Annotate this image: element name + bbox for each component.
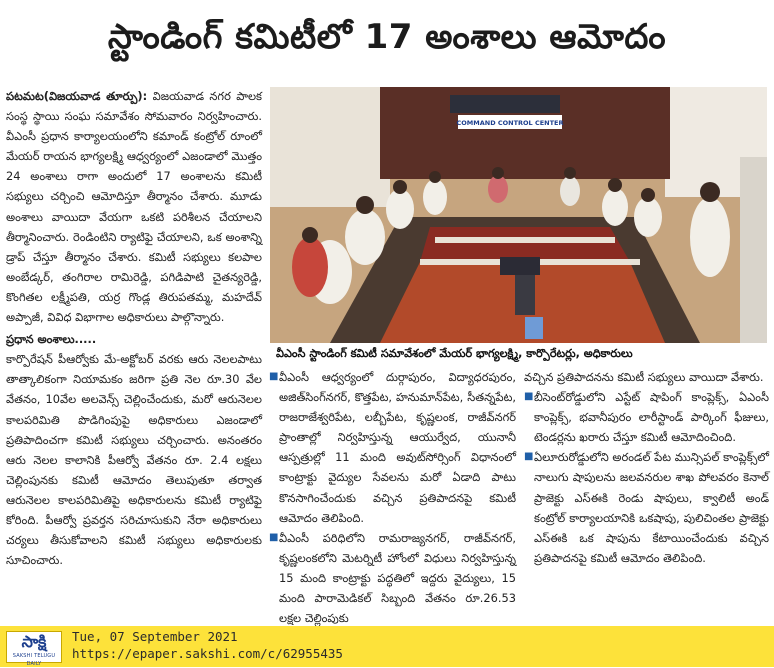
middle-column	[269, 367, 516, 628]
bullet-square-icon: ■	[524, 451, 534, 463]
meeting-photo	[270, 87, 767, 343]
photo-banner-text: COMMAND CONTROL CENTER	[456, 119, 564, 127]
bullet-text: వీఎంసీ పరిధిలోని రామరాజ్యనగర్, రాజీవ్‌నగర్, కృష్ణలంకలోని మెటర్నిటీ హోంలో విధులు నిర్వహిస్తున్న 15 మంది కాంట్రాక్టు పద్ధతిలో ఇద్దరు వైద్యులు, 15 మంది పారామెడికల్ సిబ్బంది వేతనం రూ.26.53 లక్షల చెల్లింపుకు	[279, 530, 516, 626]
bullet-square-icon: ■	[269, 371, 279, 382]
left-para-2: కార్పొరేషన్ పీఆర్వోకు మే-అక్టోబర్ వరకు ఆరు నెలలపాటు తాత్కాలికంగా నియామకం జరిగా ప్రతి నెల రూ.30 వేల వేతనం, 10వేల అలవెన్స్ చెల్లించేందుకు, మరో ఆరునెలల కాలపరిమితి పొడిగింపుపై అధికారులు ఎజండాలో ప్రతిపాదించగా కమిటీ సభ్యులు చర్చించారు. అనంతరం ఆరు నెలల కాలానికి పీఆర్వో వేతనం రూ. 2.4 లక్షలు చెల్లింపునకు కమిటీ ఆమోదం తెలుపుతూ తర్వాత ఆరునెలల కాలపరిమితిపై అధికారులను కమిటీ ర్యాటిఫై కోరింది. పీఆర్వో ప్రవర్తన సరిచూసుకుని నేరా అధికారులు చర్యలు తీసుకోవాలని కమిటీ సభ్యులు అధికారులకు సూచించారు.	[6, 352, 262, 568]
logo-wordmark: సాక్షి	[21, 632, 47, 651]
left-para-1	[6, 86, 262, 327]
right-column	[524, 367, 769, 568]
footer-bar	[0, 626, 774, 667]
bullet-item	[269, 367, 516, 528]
right-lead: వచ్చిన ప్రతిపాదనను కమిటీ సభ్యులు వాయిదా వేశారు.	[524, 370, 764, 384]
bullet-text: బీసెంట్‌రోడ్డులోని ఎస్టేట్ షాపింగ్ కాంప్లెక్స్, ఏఎంసీ కాంప్లెక్స్, భవానీపురం లారీస్టాండ్ పార్కింగ్ ఫీజులు, టెండర్లను ఖరారు చేస్తూ కమిటీ ఆమోదించింది.	[534, 390, 769, 445]
logo-subtitle: SAKSHI TELUGU DAILY	[12, 653, 56, 667]
bullet-item	[269, 528, 516, 628]
meeting-photo-illustration	[270, 87, 767, 343]
publish-date: Tue, 07 September 2021	[72, 629, 238, 644]
bullet-text: ఏలూరురోడ్డులోని అరండల్ పేట మున్సిపల్ కాంప్లెక్స్‌లో నాలుగు షాపులను జలవనరుల శాఖ పోలవరం కెనాల్ ప్రాజెక్టు ఎస్ఈకి రెండు షాపులు, క్వాలిటీ అండ్ కంట్రోల్ కార్యాలయానికి ఒకషాపు, పులిచింతల ప్రాజెక్టు ఎస్ఈకి ఒక షాపును కేటాయించేందుకు వచ్చిన ప్రతిపాదనపై కమిటీ ఆమోదం తెలిపింది.	[534, 450, 769, 565]
left-column	[6, 86, 262, 570]
sakshi-logo[interactable]	[6, 631, 62, 667]
bullet-square-icon: ■	[524, 391, 534, 403]
left-para-1-text: విజయవాడ నగర పాలక సంస్థ స్థాయి సంఘ సమావేశం సోమవారం నిర్వహించారు. వీఎంసీ ప్రధాన కార్యాలయంలోని కమాండ్ కంట్రోల్ రూంలో మేయర్ రాయన భాగ్యలక్ష్మి ఆధ్వర్యంలో ఎజండాలో మొత్తం 24 అంశాలు రాగా అందులో 17 అంశాలను కమిటీ సభ్యులు చర్చించి ఆమోదిస్తూ తీర్మానం చేశారు. మూడు అంశాలు వాయిదా వేయగా ఒకటి పరిశీలన చేయాలని తీర్మానించారు. రెండింటిని ర్యాటిఫై చేయాలని, ఒక అంశాన్ని డ్రాప్ చేస్తూ తీర్మానం చేశారు. కమిటీ సభ్యులు కలపాల అంబేడ్కర్, తంగిరాల రామిరెడ్డి, పగిడిపాటి చైతన్యరెడ్డి, కొంగితల లక్ష్మీపతి, యర్ర గొండ్ల తిరుపతమ్మ, మహదేవ్ అప్పాజీ, వివిధ విభాగాల అధికారులు పాల్గొన్నారు.	[6, 89, 262, 325]
bullet-item	[524, 387, 769, 447]
epaper-link[interactable]: https://epaper.sakshi.com/c/62955435	[72, 646, 343, 661]
dateline: పటమట(విజయవాడ తూర్పు):	[6, 89, 148, 103]
bullet-square-icon: ■	[269, 531, 279, 543]
photo-caption: వీఎంసీ స్టాండింగ్ కమిటీ సమావేశంలో మేయర్ భాగ్యలక్ష్మి, కార్పొరేటర్లు, అధికారులు	[270, 343, 767, 364]
bullet-text: వీఎంసీ ఆధ్వర్యంలో దుర్గాపురం, విద్యాధరపురం, అజిత్‌సింగ్‌నగర్, కొత్తపేట, హనుమాన్‌పేట, సీతన్నపేట, రాజరాజేశ్వరిపేట, లబ్బీపేట, కృష్ణలంక, రాజీవ్‌నగర్ ప్రాంతాల్లో నిర్వహిస్తున్న ఆయుర్వేద, యునానీ ఆస్పత్రుల్లో 11 మంది అవుట్‌సోర్సింగ్ విధానంలో కాంట్రాక్టు వైద్యుల సేవలను మరో ఏడాది పాటు కొనసాగించేందుకు వచ్చిన ప్రతిపాదనపై కమిటీ ఆమోదం తెలిపింది.	[279, 370, 516, 525]
bullet-item	[524, 447, 769, 568]
subhead: ప్రధాన అంశాలు.....	[6, 332, 97, 347]
headline: స్టాండింగ్ కమిటీలో 17 అంశాలు ఆమోదం	[107, 17, 667, 57]
